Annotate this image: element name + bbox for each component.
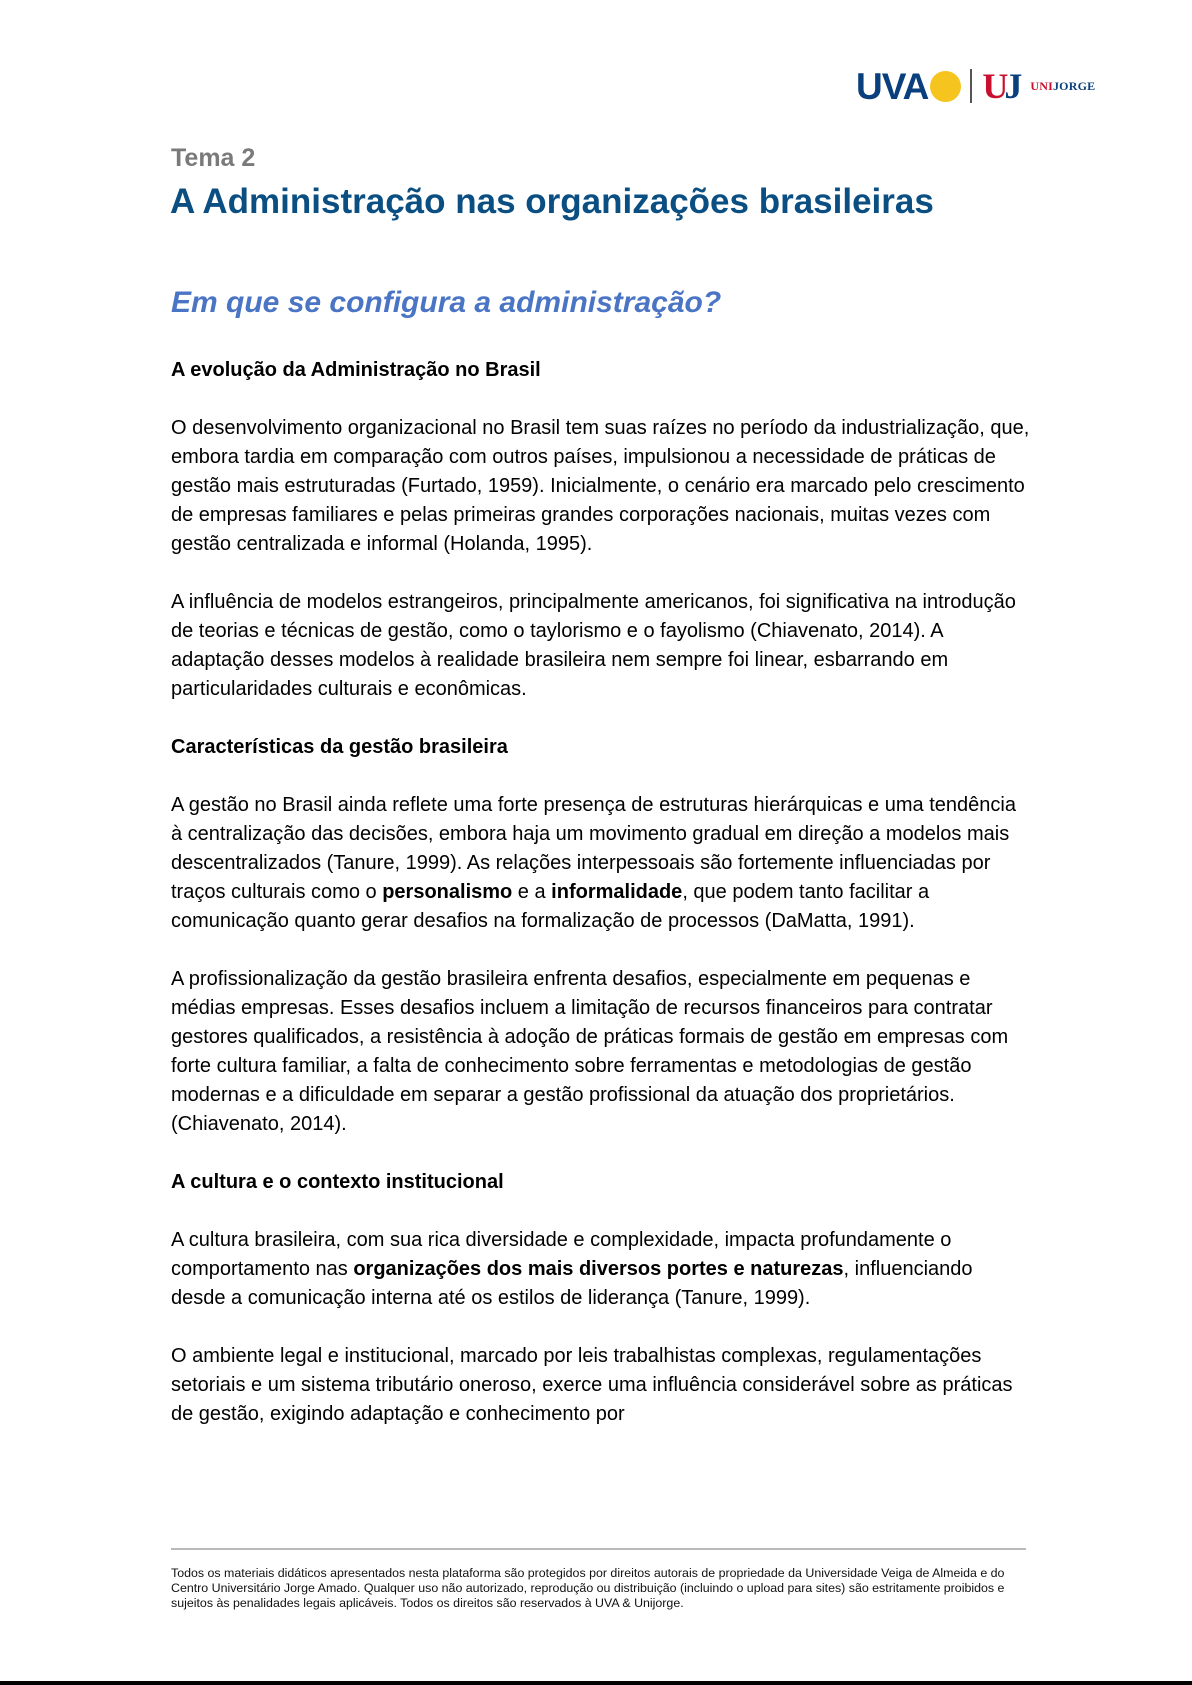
- uj-u-letter: U: [982, 66, 1009, 106]
- paragraph: A profissionalização da gestão brasileira enfrenta desafios, especialmente em pequenas e médias empresas. Esses desafios incluem a limitação de recursos financeiros para contratar gestores qualificados, a resistência à adoção de práticas formais de gestão em empresas com forte cultura familiar, a falta de conhecimento sobre ferramentas e metodologias de gestão modernas e a dificuldade em separar a gestão profissional da atuação dos proprietários. (Chiavenato, 2014).: [171, 968, 1009, 1135]
- copyright-footer: Todos os materiais didáticos apresentados nesta plataforma são protegidos por direitos autorais de propriedade da Universidade Veiga de Almeida e do Centro Universitário Jorge Amado. Qualquer uso não autorizado, reprodução ou distribuição (incluindo o upload para sites) são estritamente proibidos e sujeitos às penalidades legais aplicáveis. Todos os direitos são reservados à UVA & Unijorge.: [171, 1566, 1005, 1610]
- section-heading-culture: A cultura e o contexto institucional: [171, 1171, 504, 1193]
- uva-logo-text: UVA: [856, 65, 929, 107]
- uj-j-letter: J: [1004, 66, 1023, 106]
- institution-logo: [856, 66, 1095, 106]
- section-question-heading: Em que se configura a administração?: [171, 286, 722, 319]
- bold-term: personalismo: [382, 881, 513, 903]
- uj-logo-mark: [982, 66, 1023, 106]
- theme-label: Tema 2: [171, 144, 256, 172]
- footer-divider: [171, 1548, 1026, 1550]
- uva-yellow-dot-icon: [930, 71, 961, 102]
- page-bottom-edge: [0, 1681, 1192, 1685]
- section-heading-characteristics: Características da gestão brasileira: [171, 736, 508, 758]
- document-body: [171, 356, 1031, 1429]
- paragraph: O desenvolvimento organizacional no Brasil tem suas raízes no período da industrialização, que, embora tardia em comparação com outros países, impulsionou a necessidade de práticas de gestão mais estruturadas (Furtado, 1959). Inicialmente, o cenário era marcado pelo crescimento de empresas familiares e pelas primeiras grandes corporações nacionais, muitas vezes com gestão centralizada e informal (Holanda, 1995).: [171, 417, 1030, 555]
- bold-term: organizações dos mais diversos portes e naturezas: [353, 1258, 844, 1280]
- paragraph: A cultura brasileira, com sua rica diversidade e complexidade, impacta profundamente o comportamento nas organizações dos mais diversos portes e naturezas, influenciando desde a comunicação interna até os estilos de liderança (Tanure, 1999).: [171, 1229, 973, 1309]
- bold-term: informalidade: [551, 881, 683, 903]
- paragraph: O ambiente legal e institucional, marcado por leis trabalhistas complexas, regulamentações setoriais e um sistema tributário oneroso, exerce uma influência considerável sobre as práticas de gestão, exigindo adaptação e conhecimento por: [171, 1345, 1013, 1425]
- page-title: A Administração nas organizações brasileiras: [170, 182, 934, 221]
- logo-divider: [970, 69, 972, 103]
- section-heading-evolution: A evolução da Administração no Brasil: [171, 359, 541, 381]
- paragraph: A gestão no Brasil ainda reflete uma forte presença de estruturas hierárquicas e uma tendência à centralização das decisões, embora haja um movimento gradual em direção a modelos mais descentralizados (Tanure, 1999). As relações interpessoais são fortemente influenciadas por traços culturais como o personalismo e a informalidade, que podem tanto facilitar a comunicação quanto gerar desafios na formalização de processos (DaMatta, 1991).: [171, 794, 1016, 932]
- unijorge-logo-text: UNIJORGE: [1030, 78, 1096, 93]
- paragraph: A influência de modelos estrangeiros, principalmente americanos, foi significativa na introdução de teorias e técnicas de gestão, como o taylorismo e o fayolismo (Chiavenato, 2014). A adaptação desses modelos à realidade brasileira nem sempre foi linear, esbarrando em particularidades culturais e econômicas.: [171, 591, 1016, 700]
